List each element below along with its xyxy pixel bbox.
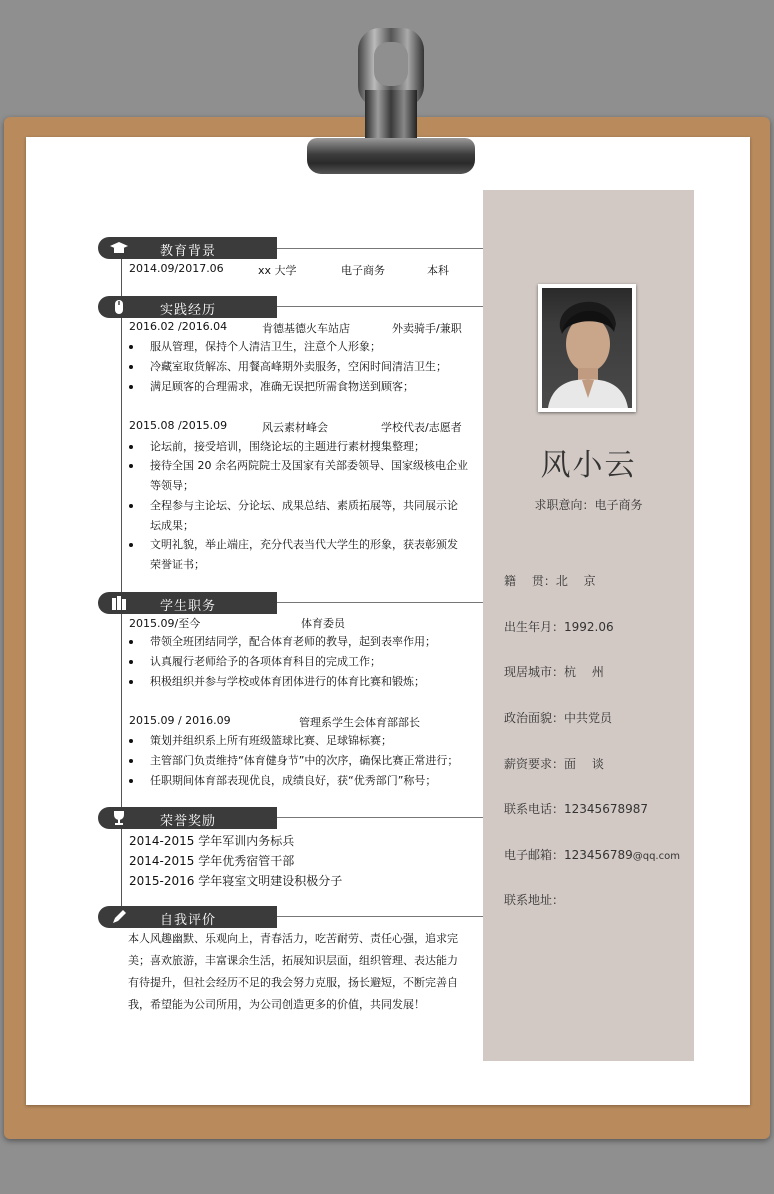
job-role: 外卖骑手/兼职	[392, 322, 462, 335]
list-item: 论坛前，接受培训，围绕论坛的主题进行素材搜集整理；	[129, 437, 425, 457]
pencil-icon	[110, 909, 128, 925]
section-divider	[277, 817, 483, 818]
info-email: 电子邮箱：123456789@qq.com	[504, 848, 680, 862]
list-item: 策划并组织系上所有班级篮球比赛、足球锦标赛；	[129, 731, 392, 751]
info-address: 联系地址：	[504, 893, 565, 907]
honor-item: 2014-2015 学年优秀宿管干部	[129, 854, 295, 868]
section-divider	[277, 916, 483, 917]
job-date: 2016.02 /2016.04	[129, 320, 228, 333]
candidate-name: 风小云	[540, 448, 637, 483]
job-org: 肯德基德火车站店	[262, 322, 350, 335]
section-self-header	[98, 906, 277, 928]
books-icon	[110, 595, 128, 611]
section-title: 实践经历	[160, 303, 217, 318]
list-item: 文明礼貌，举止端庄，充分代表当代大学生的形象，获表彰颁发 荣誉证书；	[129, 535, 458, 575]
list-item: 主管部门负责维持“体育健身节”中的次序，确保比赛正常进行；	[129, 751, 458, 771]
duty-date: 2015.09/至今	[129, 617, 201, 630]
trophy-icon	[110, 810, 128, 826]
info-political: 政治面貌：中共党员	[504, 711, 613, 725]
job-role: 学校代表/志愿者	[381, 421, 462, 434]
mouse-icon	[110, 299, 128, 315]
section-practice-header	[98, 296, 277, 318]
list-item: 任职期间体育部表现优良，成绩良好，获“优秀部门”称号；	[129, 771, 436, 791]
education-school: xx 大学	[258, 264, 297, 277]
list-item: 满足顾客的合理需求，准确无误把所需食物送到顾客；	[129, 377, 414, 397]
duty-role: 管理系学生会体育部部长	[299, 716, 420, 729]
profile-photo	[538, 284, 636, 412]
section-title: 学生职务	[160, 599, 217, 614]
honor-item: 2014-2015 学年军训内务标兵	[129, 834, 295, 848]
info-phone: 联系电话：12345678987	[504, 802, 648, 816]
list-item: 带领全班团结同学，配合体育老师的教导，起到表率作用；	[129, 632, 436, 652]
section-divider	[277, 248, 483, 249]
duty-role: 体育委员	[301, 617, 345, 630]
graduation-cap-icon	[110, 240, 128, 256]
list-item: 接待全国 20 余名两院院士及国家有关部委领导、国家级核电企业 等领导；	[129, 456, 468, 496]
section-divider	[277, 306, 483, 307]
education-major: 电子商务	[341, 264, 385, 277]
list-item: 认真履行老师给予的各项体育科目的完成工作；	[129, 652, 381, 672]
section-title: 教育背景	[160, 244, 217, 259]
section-title: 自我评价	[160, 913, 217, 928]
section-divider	[277, 602, 483, 603]
section-title: 荣誉奖励	[160, 814, 217, 829]
job-date: 2015.08 /2015.09	[129, 419, 228, 432]
info-salary: 薪资要求：面 谈	[504, 757, 604, 771]
self-evaluation-text: 本人风趣幽默、乐观向上，青春活力，吃苦耐劳、责任心强，追求完 美；喜欢旅游，丰富课余生活，拓展知识层面，组织管理、表达能力 有待提升，但社会经历不足的我会努力克服，扬长避短，不断完善自 我，希望能为公司所用，为公司创造更多的价值，共同发展！	[128, 932, 458, 1011]
education-date: 2014.09/2017.06	[129, 262, 224, 275]
list-item: 冷藏室取货解冻、用餐高峰期外卖服务，空闲时间清洁卫生；	[129, 357, 447, 377]
binder-clip	[307, 138, 475, 174]
section-education-header	[98, 237, 277, 259]
info-birth: 出生年月：1992.06	[504, 620, 614, 634]
section-duties-header	[98, 592, 277, 614]
avatar	[542, 288, 632, 408]
job-org: 风云素材峰会	[262, 421, 328, 434]
clip-stem	[365, 90, 417, 142]
list-item: 服从管理，保持个人清洁卫生，注意个人形象；	[129, 337, 381, 357]
duty-date: 2015.09 / 2016.09	[129, 714, 231, 727]
info-city: 现居城市：杭 州	[504, 665, 604, 679]
section-honors-header	[98, 807, 277, 829]
education-degree: 本科	[427, 264, 449, 277]
info-hometown: 籍 贯：北 京	[504, 574, 596, 588]
honor-item: 2015-2016 学年寝室文明建设积极分子	[129, 874, 343, 888]
list-item: 全程参与主论坛、分论坛、成果总结、素质拓展等，共同展示论 坛成果；	[129, 496, 458, 536]
list-item: 积极组织并参与学校或体育团体进行的体育比赛和锻炼；	[129, 672, 425, 692]
job-intent: 求职意向：电子商务	[534, 498, 643, 512]
